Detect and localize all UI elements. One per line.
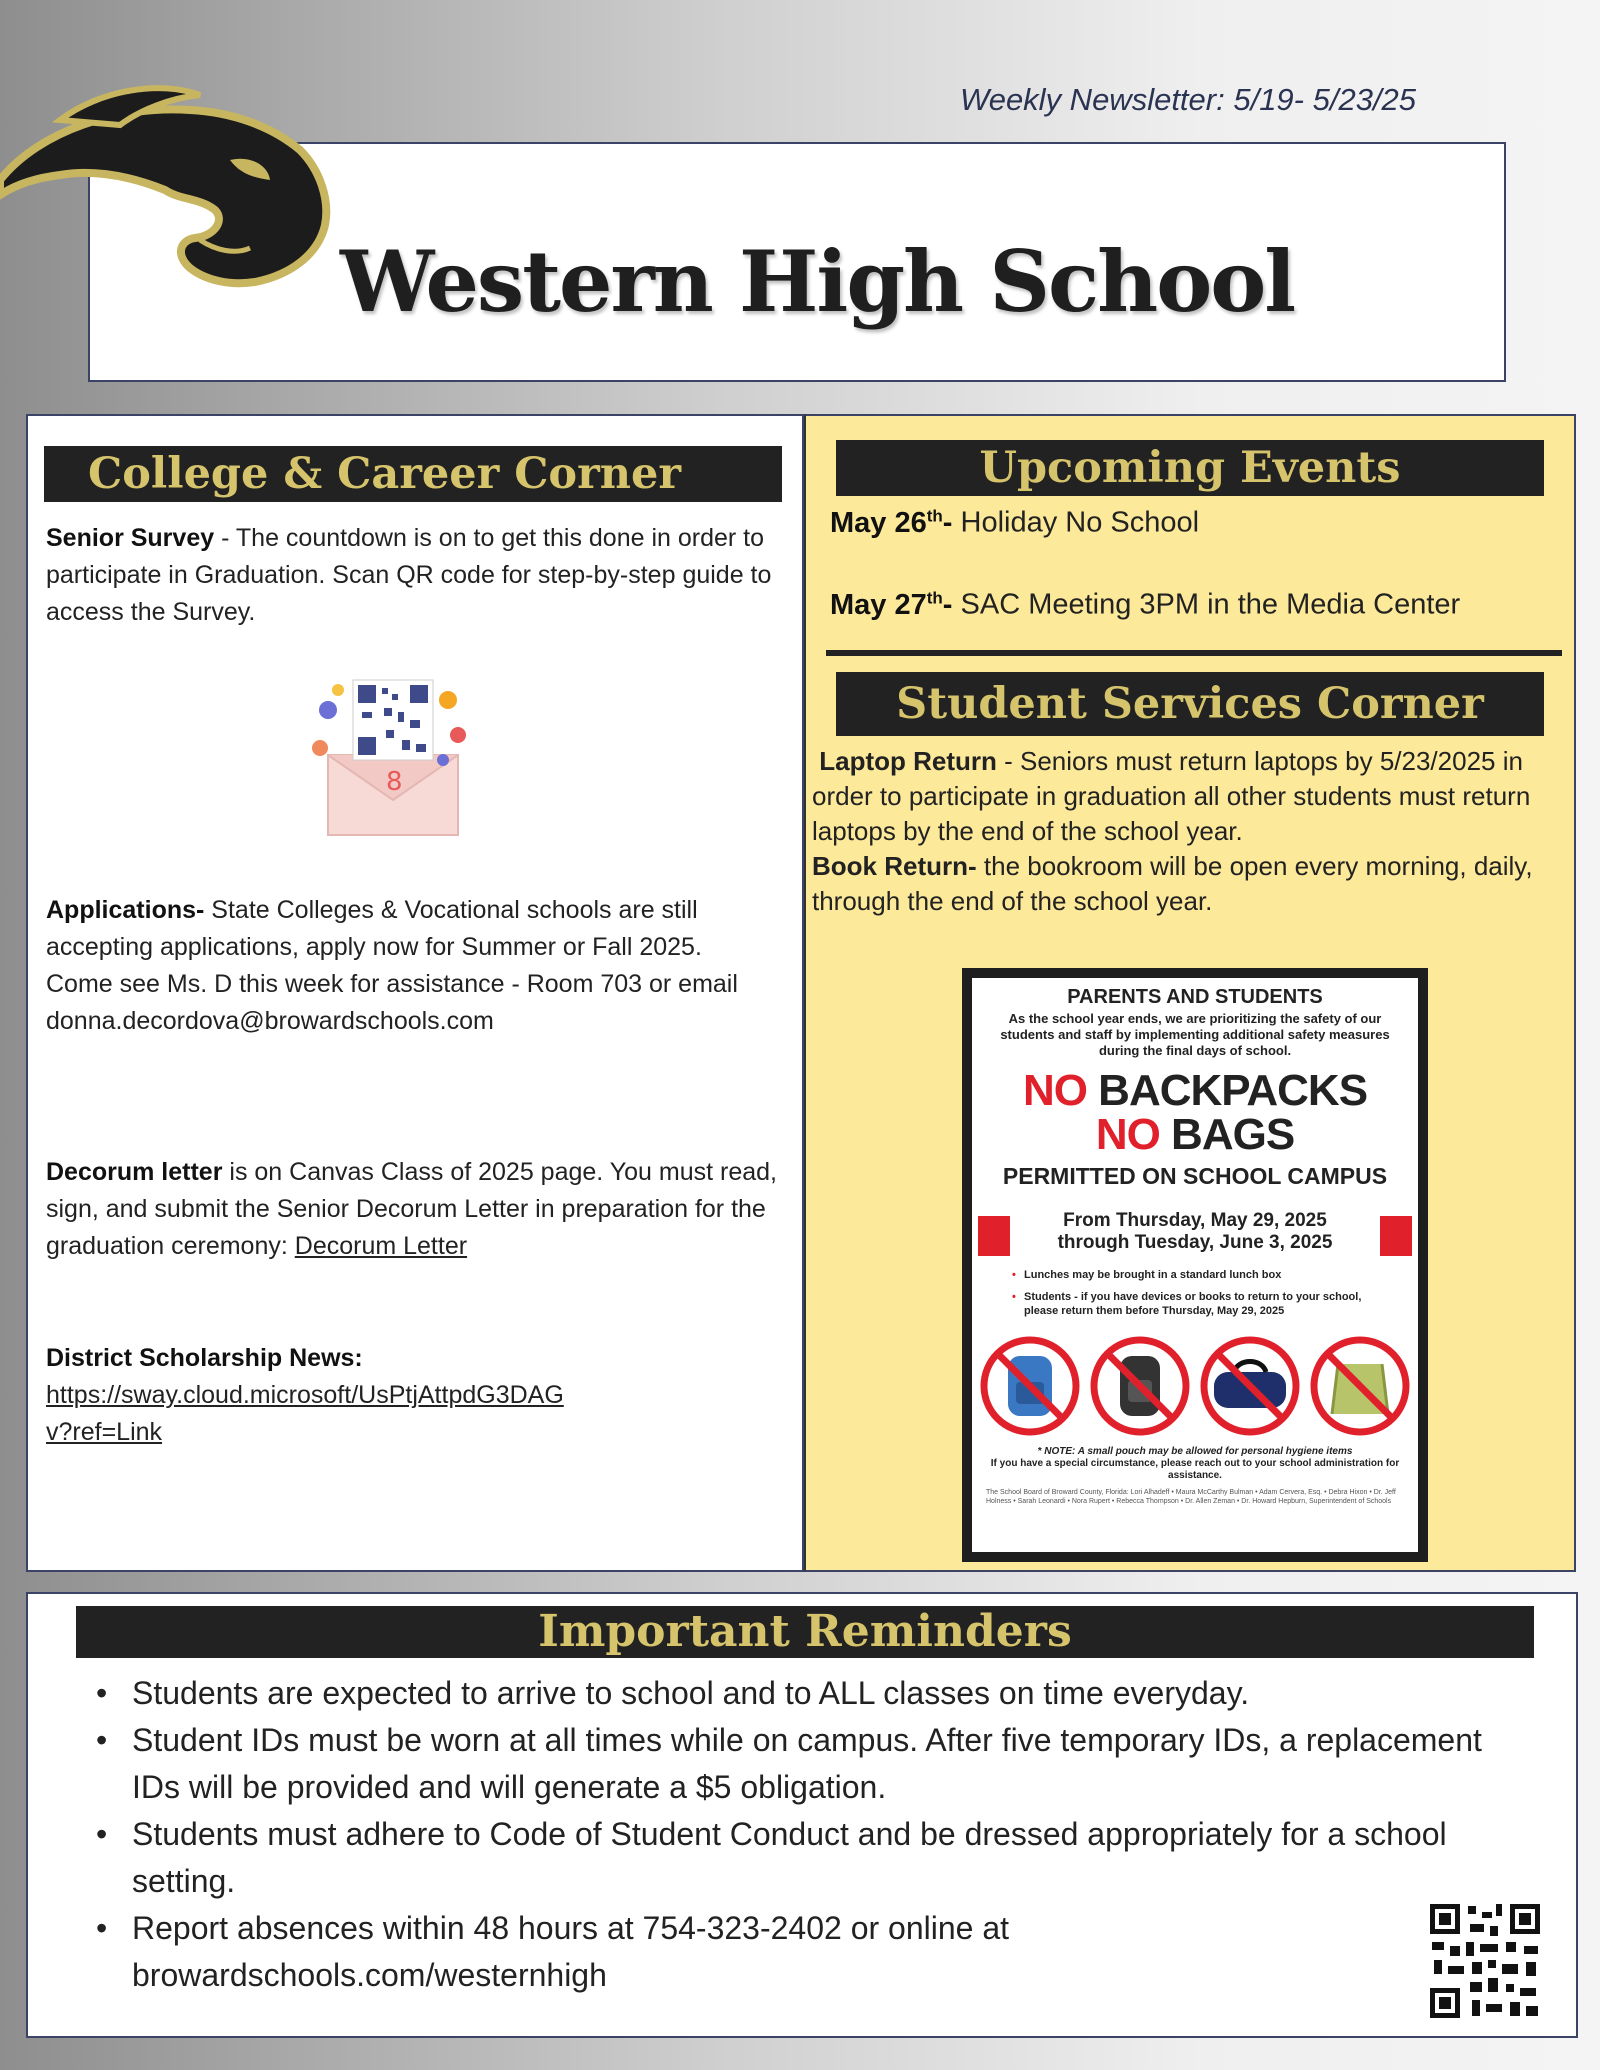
poster-permitted: PERMITTED ON SCHOOL CAMPUS (1002, 1163, 1388, 1189)
poster-no-word: NO (1095, 1110, 1160, 1159)
laptop-return-text: - Seniors must return laptops by 5/23/2025 in order to participate in graduation all other students must return laptops by the end of the school year. (812, 746, 1531, 846)
event-text: SAC Meeting 3PM in the Media Center (952, 588, 1461, 621)
poster-bullet: • Students - if you have devices or books to return to your school, please return them before Thursday, May 29, 2025 (972, 1290, 1418, 1318)
student-services-title: Student Services Corner (836, 672, 1544, 736)
poster-no-bags (972, 1110, 1418, 1159)
poster-note: * NOTE: A small pouch may be allowed for personal hygiene items (1037, 1446, 1353, 1457)
senior-survey-label: Senior Survey (46, 524, 215, 552)
decorum-letter-link[interactable]: Decorum Letter (294, 1232, 468, 1260)
important-reminders-section (26, 1592, 1578, 2038)
scholarship-link[interactable]: https://sway.cloud.microsoft/UsPtjAttpdG3DAGv?ref=Link (46, 1381, 564, 1446)
svg-text:8: 8 (386, 767, 403, 797)
reminder-item: • Students must adhere to Code of Student Conduct and be dressed appropriately for a school setting. (88, 1811, 1538, 1905)
school-title: Western High School (340, 232, 1295, 331)
event-date: May 27 (830, 588, 927, 621)
no-duffel-bag-icon (1198, 1334, 1302, 1438)
decorum-text: is on Canvas Class of 2025 page. You must read, sign, and submit the Senior Decorum Letter in preparation for the graduation ceremony: (46, 1158, 777, 1260)
poster-no-word: NO (1022, 1066, 1087, 1115)
reminder-item: • Students are expected to arrive to school and to ALL classes on time everyday. (88, 1670, 1538, 1717)
event-item (830, 506, 1199, 540)
no-backpack-icon (978, 1334, 1082, 1438)
reminder-item: • Report absences within 48 hours at 754-323-2402 or online at browardschools.com/westernhigh (88, 1905, 1148, 1999)
poster-prohibited-icons (972, 1334, 1418, 1438)
important-reminders-title: Important Reminders (76, 1606, 1534, 1658)
event-dash: - (942, 588, 953, 621)
poster-bullet: • Lunches may be brought in a standard lunch box (972, 1268, 1418, 1282)
applications-text: State Colleges & Vocational schools are still accepting applications, apply now for Summer or Fall 2025. (46, 896, 702, 961)
event-date: May 26 (830, 506, 927, 539)
event-item (830, 588, 1460, 622)
poster-date-from: From Thursday, May 29, 2025 (1063, 1210, 1327, 1231)
applications-block (46, 892, 786, 1040)
poster-backpacks-word: BACKPACKS (1086, 1066, 1368, 1115)
red-square-icon (1380, 1216, 1412, 1256)
qr-envelope-flowers-icon[interactable] (298, 660, 478, 840)
red-square-icon (978, 1216, 1010, 1256)
upcoming-events-title: Upcoming Events (836, 440, 1544, 496)
reminders-list (88, 1670, 1538, 1999)
reminder-item: • Student IDs must be worn at all times while on campus. After five temporary IDs, a replacement IDs will be provided and will generate a $5 obligation. (88, 1717, 1538, 1811)
applications-label: Applications- (46, 896, 205, 924)
senior-survey-block (46, 520, 786, 631)
poster-date-through: through Tuesday, June 3, 2025 (1057, 1232, 1333, 1253)
college-career-column (26, 414, 804, 1572)
event-date-suffix: th (926, 588, 943, 607)
scholarship-block (46, 1340, 786, 1451)
section-divider (826, 650, 1562, 656)
laptop-return-label: Laptop Return (819, 746, 997, 776)
services-text-block (812, 744, 1568, 919)
event-dash: - (942, 506, 953, 539)
poster-note-special: If you have a special circumstance, please reach out to your school administration for assistance. (990, 1458, 1400, 1481)
no-bags-poster (962, 968, 1428, 1562)
poster-no-backpacks (972, 1066, 1418, 1115)
assistance-text: Come see Ms. D this week for assistance - Room 703 or email donna.decordova@browardschools.com (46, 970, 738, 1035)
poster-dates (972, 1210, 1418, 1254)
panther-mascot-icon (0, 50, 340, 290)
college-career-title: College & Career Corner (44, 446, 782, 502)
senior-survey-text: - The countdown is on to get this done in order to participate in Graduation. Scan QR code for step-by-step guide to access the Survey. (46, 524, 772, 626)
newsletter-week: Weekly Newsletter: 5/19- 5/23/25 (960, 82, 1417, 117)
poster-bags-word: BAGS (1159, 1110, 1295, 1159)
no-backpack-dark-icon (1088, 1334, 1192, 1438)
events-services-column (804, 414, 1576, 1572)
poster-fine-print: The School Board of Broward County, Florida: Lori Alhadeff • Maura McCarthy Bulman • Adam Cervera, Esq. • Debra Hixon • Dr. Jeff Holness • Sarah Leonardi • Nora Rupert • Rebecca Thompson • Dr. Allen Zeman • Dr. Howard Hepburn, Superintendent of Schools (986, 1489, 1396, 1505)
decorum-label: Decorum letter (46, 1158, 223, 1186)
poster-subtext: As the school year ends, we are prioritizing the safety of our students and staff by implementing additional safety measures during the final days of school. (1000, 1011, 1390, 1058)
book-return-text: the bookroom will be open every morning, daily, through the end of the school year. (812, 851, 1533, 916)
event-text: Holiday No School (952, 506, 1200, 539)
scholarship-label: District Scholarship News: (46, 1344, 363, 1372)
poster-heading: PARENTS AND STUDENTS (1067, 986, 1323, 1008)
qr-code-icon[interactable] (1426, 1900, 1544, 2022)
no-drawstring-bag-icon (1308, 1334, 1412, 1438)
event-date-suffix: th (926, 506, 943, 525)
decorum-block (46, 1154, 786, 1265)
book-return-label: Book Return- (812, 851, 977, 881)
